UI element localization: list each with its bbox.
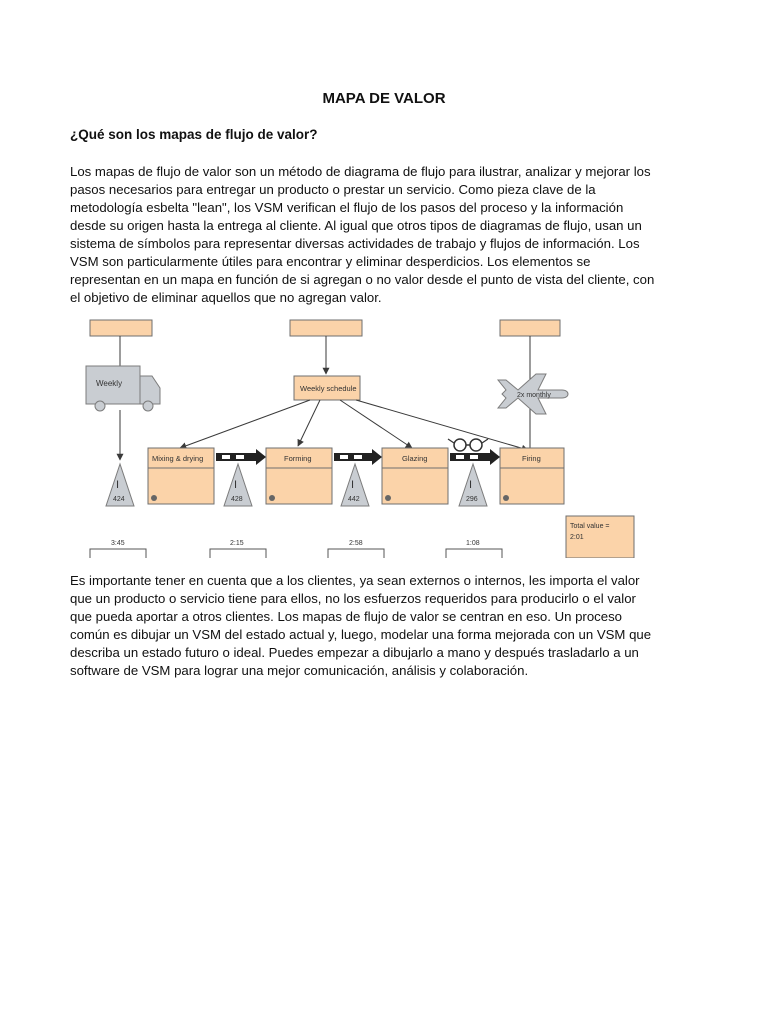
inventory-value: 296 xyxy=(466,496,478,503)
vsm-diagram xyxy=(70,318,650,558)
airplane-icon xyxy=(498,336,568,450)
paragraph-line: software de VSM para lograr una mejor comunicación, análisis y colaboración. xyxy=(70,663,529,678)
paragraph-line: que un producto o servicio tiene para ellos, no los esfuerzos requeridos para producirlo o el valor xyxy=(70,591,636,606)
paragraph-line: metodología esbelta "lean", los VSM verifican el flujo de los pasos del proceso y la información xyxy=(70,200,624,215)
total-value-label: Total value = xyxy=(570,523,610,530)
push-arrow xyxy=(216,449,266,465)
value-stream-map-figure xyxy=(70,318,650,558)
supplier-box xyxy=(90,320,152,336)
process-label: Glazing xyxy=(402,454,428,463)
paragraph-line: pasos necesarios para entregar un producto o prestar un servicio. Como pieza clave de la xyxy=(70,182,596,197)
airplane-label: 2x monthly xyxy=(517,392,551,399)
process-label: Firing xyxy=(522,454,541,463)
customer-box xyxy=(500,320,560,336)
process-box xyxy=(266,448,332,504)
paragraph-line: describa un estado futuro o ideal. Puedes empezar a dibujarlo a mano y después trasladarlo a un xyxy=(70,645,639,660)
glasses-icon xyxy=(448,439,488,451)
total-value: 2:01 xyxy=(570,534,584,541)
inventory-letter: I xyxy=(234,479,238,491)
paragraph-line: común es dibujar un VSM del estado actual y, luego, modelar una forma mejorada con un VSM que xyxy=(70,627,652,642)
paragraph-line: Es importante tener en cuenta que a los clientes, ya sean externos o internos, les importa el valor xyxy=(70,573,640,588)
inventory-letter: I xyxy=(116,479,120,491)
process-label: Forming xyxy=(284,454,312,463)
truck-icon xyxy=(86,336,160,411)
page-title: MAPA DE VALOR xyxy=(322,90,446,107)
timeline xyxy=(90,540,502,558)
weekly-schedule-label: Weekly schedule xyxy=(300,384,357,393)
section-heading: ¿Qué son los mapas de flujo de valor? xyxy=(70,127,318,142)
paragraph-line: VSM son particularmente útiles para encontrar y eliminar desperdicios. Los elementos se xyxy=(70,254,591,269)
process-box xyxy=(500,448,564,504)
paragraph-line: desde su origen hasta la entrega al cliente. Al igual que otros tipos de diagramas de flujo, usan un xyxy=(70,218,642,233)
paragraph-line: Los mapas de flujo de valor son un método de diagrama de flujo para ilustrar, analizar y mejorar los xyxy=(70,164,651,179)
intro-paragraph xyxy=(70,163,700,307)
paragraph-line: representan en un mapa en función de si agregan o no valor desde el punto de vista del cliente, con xyxy=(70,272,655,287)
inventory-triangle xyxy=(459,464,487,506)
inventory-value: 442 xyxy=(348,496,360,503)
paragraph-line: sistema de símbolos para representar diversas actividades de trabajo y flujos de información. Los xyxy=(70,236,640,251)
production-control-box xyxy=(290,320,362,336)
inventory-triangle xyxy=(106,464,134,506)
truck-label: Weekly xyxy=(96,379,123,388)
time-value: 2:15 xyxy=(230,540,244,547)
inventory-triangle xyxy=(224,464,252,506)
closing-paragraph xyxy=(70,572,700,680)
time-value: 2:58 xyxy=(349,540,363,547)
paragraph-line: que pueda aportar a otros clientes. Los mapas de flujo de valor se centran en eso. Un proceso xyxy=(70,609,623,624)
inventory-value: 424 xyxy=(113,496,125,503)
inventory-letter: I xyxy=(469,479,473,491)
paragraph-line: el objetivo de eliminar aquellos que no agregan valor. xyxy=(70,290,382,305)
push-arrow xyxy=(334,449,382,465)
inventory-letter: I xyxy=(351,479,355,491)
total-value-box xyxy=(566,516,634,558)
inventory-value: 428 xyxy=(231,496,243,503)
time-value: 3:45 xyxy=(111,540,125,547)
process-label: Mixing & drying xyxy=(152,454,204,463)
inventory-triangle xyxy=(341,464,369,506)
process-box xyxy=(148,448,214,504)
process-box xyxy=(382,448,448,504)
time-value: 1:08 xyxy=(466,540,480,547)
